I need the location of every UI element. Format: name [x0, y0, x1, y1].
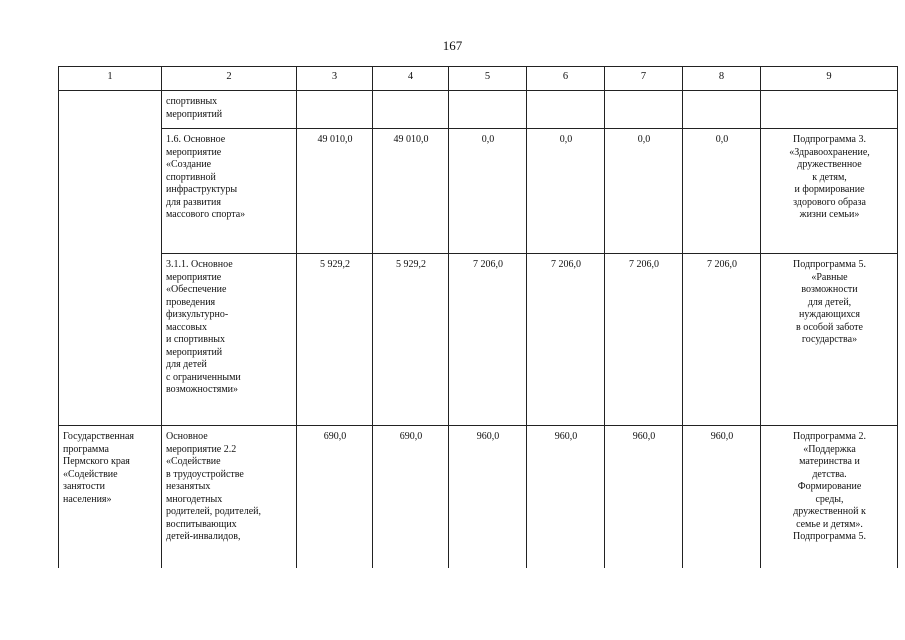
note-cell: Подпрограмма 2. «Поддержка материнства и детства. Формирование среды, дружественной к семье и детям». Подпрограмма 5. [761, 426, 898, 569]
header-cell: 6 [527, 67, 605, 91]
value-cell: 0,0 [449, 129, 527, 254]
table-row [59, 426, 898, 569]
value-cell: 7 206,0 [527, 254, 605, 426]
value-cell: 960,0 [683, 426, 761, 569]
header-cell: 8 [683, 67, 761, 91]
value-cell: 0,0 [683, 129, 761, 254]
table-row [59, 129, 898, 254]
value-cell: 0,0 [527, 129, 605, 254]
program-cell [59, 91, 162, 426]
value-cell: 5 929,2 [373, 254, 449, 426]
value-cell: 7 206,0 [683, 254, 761, 426]
activity-cell: 1.6. Основное мероприятие «Создание спортивной инфраструктуры для развития массового спорта» [162, 129, 297, 254]
budget-table [58, 66, 898, 568]
header-row [59, 67, 898, 91]
value-cell [297, 91, 373, 129]
header-cell: 3 [297, 67, 373, 91]
value-cell: 690,0 [297, 426, 373, 569]
value-cell: 5 929,2 [297, 254, 373, 426]
value-cell [449, 91, 527, 129]
value-cell: 7 206,0 [449, 254, 527, 426]
value-cell: 960,0 [605, 426, 683, 569]
header-cell: 7 [605, 67, 683, 91]
note-cell: Подпрограмма 3. «Здравоохранение, дружественное к детям, и формирование здорового образа жизни семьи» [761, 129, 898, 254]
header-cell: 5 [449, 67, 527, 91]
table-row [59, 254, 898, 426]
value-cell: 960,0 [449, 426, 527, 569]
value-cell [683, 91, 761, 129]
header-cell: 1 [59, 67, 162, 91]
value-cell: 49 010,0 [297, 129, 373, 254]
value-cell [605, 91, 683, 129]
value-cell: 7 206,0 [605, 254, 683, 426]
program-cell: Государственная программа Пермского края «Содействие занятости населения» [59, 426, 162, 569]
note-cell: Подпрограмма 5. «Равные возможности для детей, нуждающихся в особой заботе государства» [761, 254, 898, 426]
page-number: 167 [442, 38, 463, 53]
value-cell [373, 91, 449, 129]
header-cell: 4 [373, 67, 449, 91]
activity-cell: 3.1.1. Основное мероприятие «Обеспечение проведения физкультурно- массовых и спортивных мероприятий для детей с ограниченными возможностями» [162, 254, 297, 426]
activity-cell: Основное мероприятие 2.2 «Содействие в трудоустройстве незанятых многодетных родителей, родителей, воспитывающих детей-инвалидов, [162, 426, 297, 569]
value-cell: 0,0 [605, 129, 683, 254]
value-cell [527, 91, 605, 129]
activity-cell: спортивных мероприятий [162, 91, 297, 129]
value-cell: 960,0 [527, 426, 605, 569]
header-cell: 2 [162, 67, 297, 91]
note-cell [761, 91, 898, 129]
header-cell: 9 [761, 67, 898, 91]
value-cell: 690,0 [373, 426, 449, 569]
value-cell: 49 010,0 [373, 129, 449, 254]
table-row [59, 91, 898, 129]
